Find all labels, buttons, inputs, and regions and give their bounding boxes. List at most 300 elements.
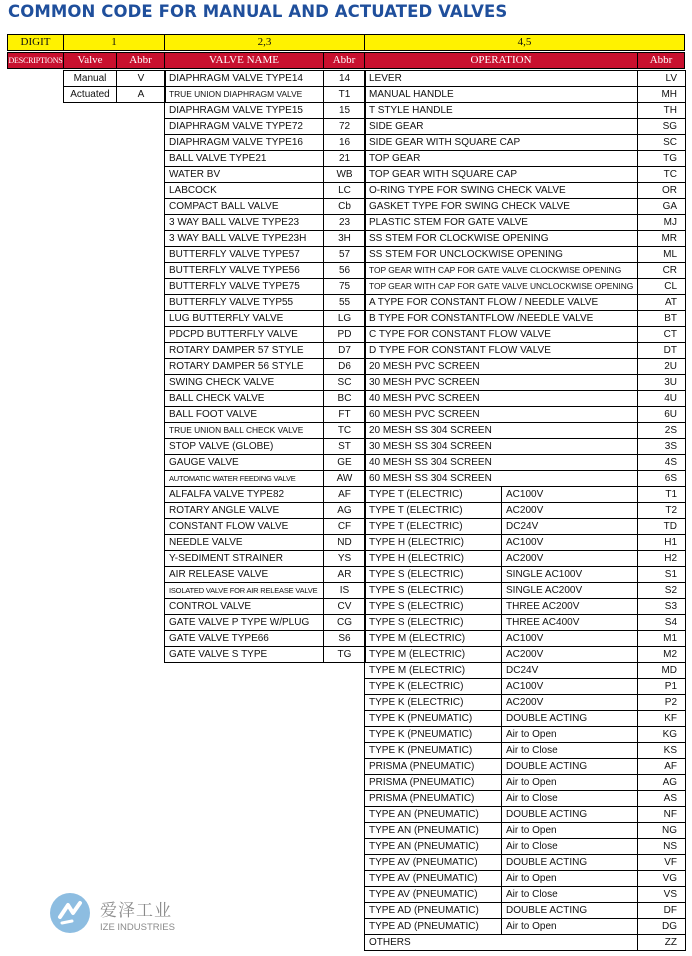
table-row: [165, 135, 366, 151]
valve-type-name: Manual: [64, 71, 117, 87]
operation-name: TOP GEAR WITH CAP FOR GATE VALVE CLOCKWISE OPENING: [365, 263, 638, 279]
valve-name: AIR RELEASE VALVE: [165, 567, 324, 583]
operation-name: TYPE H (ELECTRIC): [365, 551, 502, 567]
valve-name-abbr: IS: [324, 583, 366, 599]
valve-name-abbr: Cb: [324, 199, 366, 215]
valve-name-abbr: 75: [324, 279, 366, 295]
operation-abbr: NG: [638, 823, 686, 839]
operation-name: PRISMA (PNEUMATIC): [365, 775, 502, 791]
operation-name: O-RING TYPE FOR SWING CHECK VALVE: [365, 183, 638, 199]
operation-abbr: 4U: [638, 391, 686, 407]
valve-name: STOP VALVE (GLOBE): [165, 439, 324, 455]
operation-abbr: NF: [638, 807, 686, 823]
operation-name: TYPE T (ELECTRIC): [365, 503, 502, 519]
valve-name-abbr: 23: [324, 215, 366, 231]
operation-detail: AC100V: [502, 679, 638, 695]
operation-abbr: BT: [638, 311, 686, 327]
company-name-english: IZE INDUSTRIES: [100, 922, 175, 933]
operation-abbr: P2: [638, 695, 686, 711]
operation-detail: DOUBLE ACTING: [502, 855, 638, 871]
operation-abbr: VF: [638, 855, 686, 871]
valve-name: DIAPHRAGM VALVE TYPE14: [165, 71, 324, 87]
operation-abbr: VG: [638, 871, 686, 887]
operation-name: TYPE K (ELECTRIC): [365, 679, 502, 695]
table-row: [165, 231, 366, 247]
operation-detail: SINGLE AC100V: [502, 567, 638, 583]
table-row: [165, 295, 366, 311]
operation-abbr: NS: [638, 839, 686, 855]
company-logo-text: [100, 896, 175, 933]
operation-abbr: S1: [638, 567, 686, 583]
operation-name: TYPE S (ELECTRIC): [365, 583, 502, 599]
operation-abbr: AT: [638, 295, 686, 311]
table-row: [165, 167, 366, 183]
operation-abbr: LV: [638, 71, 686, 87]
valve-name-abbr: GE: [324, 455, 366, 471]
digit-45-header: 4,5: [364, 34, 685, 51]
table-row: [165, 487, 366, 503]
valve-name-abbr: S6: [324, 631, 366, 647]
valve-name: LABCOCK: [165, 183, 324, 199]
operation-detail: SINGLE AC200V: [502, 583, 638, 599]
operation-name: TYPE M (ELECTRIC): [365, 663, 502, 679]
table-row: [365, 935, 686, 951]
operation-name: TOP GEAR: [365, 151, 638, 167]
operation-name: TYPE AN (PNEUMATIC): [365, 839, 502, 855]
operation-name: SIDE GEAR WITH SQUARE CAP: [365, 135, 638, 151]
valve-name: BALL FOOT VALVE: [165, 407, 324, 423]
table-row: [165, 119, 366, 135]
operation-detail: Air to Close: [502, 839, 638, 855]
operation-name: TYPE S (ELECTRIC): [365, 599, 502, 615]
operation-name: TYPE K (PNEUMATIC): [365, 711, 502, 727]
operation-abbr: KG: [638, 727, 686, 743]
valve-name: DIAPHRAGM VALVE TYPE15: [165, 103, 324, 119]
table-row: [165, 567, 366, 583]
valve-name: CONTROL VALVE: [165, 599, 324, 615]
operation-name: SIDE GEAR: [365, 119, 638, 135]
table-row: [365, 727, 686, 743]
operation-detail: Air to Close: [502, 887, 638, 903]
table-row: [365, 919, 686, 935]
valve-name-abbr: CF: [324, 519, 366, 535]
operation-detail: AC200V: [502, 503, 638, 519]
ize-logo-icon: [48, 891, 92, 940]
valve-name: GATE VALVE S TYPE: [165, 647, 324, 663]
valve-name: ROTARY DAMPER 57 STYLE: [165, 343, 324, 359]
table-row: [365, 311, 686, 327]
operation-detail: Air to Open: [502, 727, 638, 743]
table-row: [165, 279, 366, 295]
table-row: [365, 295, 686, 311]
valve-name: ISOLATED VALVE FOR AIR RELEASE VALVE: [165, 583, 324, 599]
operation-abbr: M2: [638, 647, 686, 663]
valve-name-abbr: PD: [324, 327, 366, 343]
operation-abbr: H2: [638, 551, 686, 567]
valve-name-abbr: BC: [324, 391, 366, 407]
valve-name: NEEDLE VALVE: [165, 535, 324, 551]
valve-name: ALFALFA VALVE TYPE82: [165, 487, 324, 503]
valve-type-abbr-header: Abbr: [116, 52, 165, 69]
valve-type-abbr: V: [117, 71, 166, 87]
operation-name: TOP GEAR WITH CAP FOR GATE VALVE UNCLOCKWISE OPENING: [365, 279, 638, 295]
table-row: [165, 327, 366, 343]
valve-name-abbr: T1: [324, 87, 366, 103]
table-row: [165, 199, 366, 215]
operation-abbr: S2: [638, 583, 686, 599]
valve-name: DIAPHRAGM VALVE TYPE72: [165, 119, 324, 135]
operation-detail: DOUBLE ACTING: [502, 759, 638, 775]
table-row: [165, 455, 366, 471]
table-row: [165, 375, 366, 391]
operation-detail: Air to Open: [502, 919, 638, 935]
operation-name: TOP GEAR WITH SQUARE CAP: [365, 167, 638, 183]
valve-name-abbr: 21: [324, 151, 366, 167]
operation-header: OPERATION: [364, 52, 638, 69]
operation-abbr: MJ: [638, 215, 686, 231]
table-row: [365, 679, 686, 695]
table-row: [165, 183, 366, 199]
operation-abbr: H1: [638, 535, 686, 551]
descriptions-label: DESCRIPTIONS: [7, 52, 64, 69]
valve-name: BALL CHECK VALVE: [165, 391, 324, 407]
operation-detail: Air to Open: [502, 871, 638, 887]
operation-abbr: AF: [638, 759, 686, 775]
operation-name: TYPE T (ELECTRIC): [365, 487, 502, 503]
operation-name: 40 MESH SS 304 SCREEN: [365, 455, 638, 471]
valve-name: CONSTANT FLOW VALVE: [165, 519, 324, 535]
valve-name-abbr: ST: [324, 439, 366, 455]
operation-abbr: ML: [638, 247, 686, 263]
operation-abbr: DG: [638, 919, 686, 935]
operation-abbr: TG: [638, 151, 686, 167]
table-row: [365, 759, 686, 775]
table-row: [365, 327, 686, 343]
operation-detail: AC100V: [502, 487, 638, 503]
operation-detail: THREE AC400V: [502, 615, 638, 631]
table-row: [365, 103, 686, 119]
operation-abbr: T2: [638, 503, 686, 519]
table-row: [365, 407, 686, 423]
table-row: [365, 151, 686, 167]
valve-name-abbr: AR: [324, 567, 366, 583]
operation-name: TYPE AD (PNEUMATIC): [365, 919, 502, 935]
operation-abbr: MD: [638, 663, 686, 679]
operation-name: TYPE K (PNEUMATIC): [365, 743, 502, 759]
operation-abbr: SG: [638, 119, 686, 135]
valve-name-abbr: 16: [324, 135, 366, 151]
table-row: [165, 359, 366, 375]
table-row: [64, 87, 166, 103]
operation-abbr: 2S: [638, 423, 686, 439]
operation-abbr: SC: [638, 135, 686, 151]
valve-name: PDCPD BUTTERFLY VALVE: [165, 327, 324, 343]
operation-name: 30 MESH SS 304 SCREEN: [365, 439, 638, 455]
operation-detail: AC200V: [502, 695, 638, 711]
valve-name: BUTTERFLY VALVE TYPE57: [165, 247, 324, 263]
digit-label: DIGIT: [7, 34, 64, 51]
operation-name: GASKET TYPE FOR SWING CHECK VALVE: [365, 199, 638, 215]
valve-name: Y-SEDIMENT STRAINER: [165, 551, 324, 567]
table-row: [365, 359, 686, 375]
table-row: [165, 71, 366, 87]
table-row: [365, 71, 686, 87]
valve-name: ROTARY ANGLE VALVE: [165, 503, 324, 519]
operation-name: TYPE AV (PNEUMATIC): [365, 871, 502, 887]
operation-abbr: 4S: [638, 455, 686, 471]
table-row: [365, 375, 686, 391]
operation-name: TYPE S (ELECTRIC): [365, 567, 502, 583]
operation-name: LEVER: [365, 71, 638, 87]
table-row: [365, 775, 686, 791]
valve-name-abbr: FT: [324, 407, 366, 423]
operation-abbr: OR: [638, 183, 686, 199]
operation-abbr: MH: [638, 87, 686, 103]
operation-name: TYPE K (ELECTRIC): [365, 695, 502, 711]
operation-name: TYPE K (PNEUMATIC): [365, 727, 502, 743]
valve-name-abbr: 56: [324, 263, 366, 279]
operation-abbr: AS: [638, 791, 686, 807]
valve-name: BALL VALVE TYPE21: [165, 151, 324, 167]
table-row: [365, 823, 686, 839]
table-row: [365, 583, 686, 599]
table-row: [165, 263, 366, 279]
valve-name: TRUE UNION DIAPHRAGM VALVE: [165, 87, 324, 103]
operation-name: TYPE T (ELECTRIC): [365, 519, 502, 535]
table-row: [165, 535, 366, 551]
valve-name-abbr: AW: [324, 471, 366, 487]
table-row: [165, 551, 366, 567]
valve-name: GAUGE VALVE: [165, 455, 324, 471]
operation-detail: AC200V: [502, 647, 638, 663]
valve-name-abbr: D7: [324, 343, 366, 359]
table-row: [165, 215, 366, 231]
valve-name-abbr: LC: [324, 183, 366, 199]
table-row: [365, 519, 686, 535]
table-row: [165, 647, 366, 663]
table-row: [365, 263, 686, 279]
valve-name: WATER BV: [165, 167, 324, 183]
table-row: [165, 407, 366, 423]
operation-abbr: 6S: [638, 471, 686, 487]
valve-name-abbr: CV: [324, 599, 366, 615]
table-row: [365, 903, 686, 919]
operation-abbr: VS: [638, 887, 686, 903]
operation-abbr-header: Abbr: [637, 52, 685, 69]
table-row: [365, 471, 686, 487]
table-row: [165, 391, 366, 407]
operation-detail: DOUBLE ACTING: [502, 903, 638, 919]
table-row: [165, 423, 366, 439]
operation-name: TYPE S (ELECTRIC): [365, 615, 502, 631]
operation-abbr: CR: [638, 263, 686, 279]
operation-detail: AC200V: [502, 551, 638, 567]
table-row: [165, 599, 366, 615]
valve-name-abbr: CG: [324, 615, 366, 631]
table-row: [365, 343, 686, 359]
operation-name: MANUAL HANDLE: [365, 87, 638, 103]
valve-type-header: Valve: [63, 52, 117, 69]
valve-name: LUG BUTTERFLY VALVE: [165, 311, 324, 327]
operation-abbr: DF: [638, 903, 686, 919]
operation-name: 40 MESH PVC SCREEN: [365, 391, 638, 407]
operation-name: 20 MESH PVC SCREEN: [365, 359, 638, 375]
table-row: [365, 183, 686, 199]
table-row: [165, 503, 366, 519]
valve-name-abbr: 15: [324, 103, 366, 119]
table-row: [165, 311, 366, 327]
table-row: [365, 247, 686, 263]
operation-name: 60 MESH PVC SCREEN: [365, 407, 638, 423]
table-row: [365, 599, 686, 615]
operation-abbr: P1: [638, 679, 686, 695]
operation-abbr: T1: [638, 487, 686, 503]
table-row: [165, 615, 366, 631]
operation-name: TYPE M (ELECTRIC): [365, 631, 502, 647]
operation-abbr: 3S: [638, 439, 686, 455]
table-row: [365, 743, 686, 759]
valve-name: AUTOMATIC WATER FEEDING VALVE: [165, 471, 324, 487]
valve-name-abbr: SC: [324, 375, 366, 391]
valve-name-abbr: AF: [324, 487, 366, 503]
valve-name-abbr: 57: [324, 247, 366, 263]
operation-detail: Air to Open: [502, 775, 638, 791]
operation-abbr: S3: [638, 599, 686, 615]
operation-detail: Air to Close: [502, 791, 638, 807]
table-row: [365, 647, 686, 663]
operation-detail: THREE AC200V: [502, 599, 638, 615]
operation-abbr: ZZ: [638, 935, 686, 951]
valve-name: TRUE UNION BALL CHECK VALVE: [165, 423, 324, 439]
operation-name: TYPE AV (PNEUMATIC): [365, 855, 502, 871]
valve-name: COMPACT BALL VALVE: [165, 199, 324, 215]
operation-abbr: GA: [638, 199, 686, 215]
valve-name-abbr: LG: [324, 311, 366, 327]
table-row: [365, 119, 686, 135]
table-row: [365, 791, 686, 807]
operation-name: TYPE AD (PNEUMATIC): [365, 903, 502, 919]
valve-name-abbr: 72: [324, 119, 366, 135]
table-row: [165, 471, 366, 487]
valve-name: DIAPHRAGM VALVE TYPE16: [165, 135, 324, 151]
valve-name: BUTTERFLY VALVE TYP55: [165, 295, 324, 311]
table-row: [365, 279, 686, 295]
operation-name: PRISMA (PNEUMATIC): [365, 759, 502, 775]
operation-name: SS STEM FOR UNCLOCKWISE OPENING: [365, 247, 638, 263]
valve-name: GATE VALVE TYPE66: [165, 631, 324, 647]
valve-type-table: [63, 70, 166, 103]
table-row: [365, 423, 686, 439]
valve-name-abbr: 3H: [324, 231, 366, 247]
operation-name: C TYPE FOR CONSTANT FLOW VALVE: [365, 327, 638, 343]
table-row: [365, 855, 686, 871]
operation-abbr: S4: [638, 615, 686, 631]
valve-name-abbr: 14: [324, 71, 366, 87]
table-row: [365, 487, 686, 503]
table-row: [365, 871, 686, 887]
table-row: [365, 663, 686, 679]
table-row: [165, 87, 366, 103]
table-row: [365, 231, 686, 247]
operation-name: TYPE M (ELECTRIC): [365, 647, 502, 663]
digit-23-header: 2,3: [164, 34, 365, 51]
operation-detail: DC24V: [502, 663, 638, 679]
operation-abbr: AG: [638, 775, 686, 791]
operation-abbr: 2U: [638, 359, 686, 375]
table-row: [365, 551, 686, 567]
valve-name: SWING CHECK VALVE: [165, 375, 324, 391]
table-row: [365, 695, 686, 711]
valve-name-abbr: ND: [324, 535, 366, 551]
table-row: [365, 807, 686, 823]
operation-detail: Air to Open: [502, 823, 638, 839]
valve-name: GATE VALVE P TYPE W/PLUG: [165, 615, 324, 631]
table-row: [165, 103, 366, 119]
valve-name-abbr: YS: [324, 551, 366, 567]
table-row: [165, 583, 366, 599]
operation-abbr: KF: [638, 711, 686, 727]
company-name-chinese: 爱泽工业: [100, 901, 172, 921]
operation-abbr: M1: [638, 631, 686, 647]
operation-abbr: 3U: [638, 375, 686, 391]
table-row: [165, 519, 366, 535]
operation-abbr: TC: [638, 167, 686, 183]
valve-name-abbr: TC: [324, 423, 366, 439]
table-row: [365, 615, 686, 631]
operation-name: 30 MESH PVC SCREEN: [365, 375, 638, 391]
table-row: [365, 567, 686, 583]
table-row: [365, 439, 686, 455]
operation-name: T STYLE HANDLE: [365, 103, 638, 119]
table-row: [365, 135, 686, 151]
operation-abbr: TD: [638, 519, 686, 535]
operation-name: SS STEM FOR CLOCKWISE OPENING: [365, 231, 638, 247]
table-row: [365, 215, 686, 231]
table-row: [165, 439, 366, 455]
valve-name: 3 WAY BALL VALVE TYPE23H: [165, 231, 324, 247]
operation-detail: DC24V: [502, 519, 638, 535]
valve-name-abbr: 55: [324, 295, 366, 311]
table-row: [165, 631, 366, 647]
operation-name: PRISMA (PNEUMATIC): [365, 791, 502, 807]
operation-abbr: MR: [638, 231, 686, 247]
valve-name-abbr: TG: [324, 647, 366, 663]
digit-1-header: 1: [63, 34, 165, 51]
operation-name: TYPE AN (PNEUMATIC): [365, 807, 502, 823]
operation-name: A TYPE FOR CONSTANT FLOW / NEEDLE VALVE: [365, 295, 638, 311]
valve-name-abbr-header: Abbr: [323, 52, 365, 69]
valve-name: ROTARY DAMPER 56 STYLE: [165, 359, 324, 375]
valve-name-header: VALVE NAME: [164, 52, 324, 69]
operation-name: TYPE H (ELECTRIC): [365, 535, 502, 551]
valve-type-name: Actuated: [64, 87, 117, 103]
table-row: [365, 711, 686, 727]
operation-abbr: DT: [638, 343, 686, 359]
valve-name: BUTTERFLY VALVE TYPE75: [165, 279, 324, 295]
table-row: [365, 455, 686, 471]
table-row: [365, 199, 686, 215]
operation-name: D TYPE FOR CONSTANT FLOW VALVE: [365, 343, 638, 359]
table-row: [365, 839, 686, 855]
table-row: [365, 87, 686, 103]
operation-detail: DOUBLE ACTING: [502, 711, 638, 727]
table-row: [365, 503, 686, 519]
page-title: COMMON CODE FOR MANUAL AND ACTUATED VALVES: [8, 2, 508, 21]
operation-abbr: KS: [638, 743, 686, 759]
operation-abbr: 6U: [638, 407, 686, 423]
operation-abbr: CT: [638, 327, 686, 343]
valve-name-table: [164, 70, 366, 663]
